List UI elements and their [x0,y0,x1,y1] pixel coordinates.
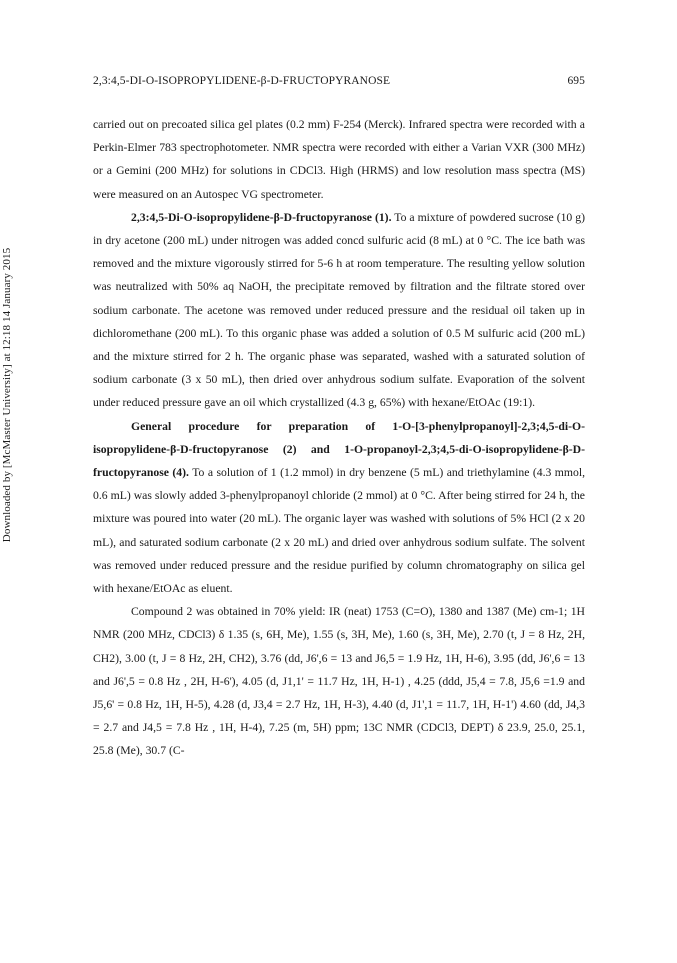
compound-1-procedure: To a mixture of powdered sucrose (10 g) in dry acetone (200 mL) under nitrogen was added concd sulfuric acid (8 mL) at 0 °C. The ice bath was removed and the mixture vigorously stirred for 5-6 h at room temperature. The resulting yellow solution was neutralized with 50% aq NaOH, the precipitate removed by filtration and the filtrate stored over sodium carbonate. The acetone was removed under reduced pressure and the residual oil taken up in dichloromethane (200 mL). To this organic phase was added a solution of 0.5 M sulfuric acid (200 mL) and the mixture stirred for 2 h. The organic phase was separated, washed with a saturated solution of sodium carbonate (3 x 50 mL), then dried over anhydrous sodium sulfate. Evaporation of the solvent under reduced pressure gave an oil which crystallized (4.3 g, 65%) with hexane/EtOAc (19:1). [93,210,585,410]
body-text [93,113,585,763]
paragraph-compound-2-data: Compound 2 was obtained in 70% yield: IR (neat) 1753 (C=O), 1380 and 1387 (Me) cm-1; 1H NMR (200 MHz, CDCl3) δ 1.35 (s, 6H, Me), 1.55 (s, 3H, Me), 1.60 (s, 3H, Me), 2.70 (t, J = 8 Hz, 2H, CH2), 3.00 (t, J = 8 Hz, 2H, CH2), 3.76 (dd, J6',6 = 13 and J6,5 = 1.9 Hz, 1H, H-6), 3.95 (dd, J6',6 = 13 and J6',5 = 0.8 Hz , 2H, H-6'), 4.05 (d, J1,1' = 11.7 Hz, 1H, H-1) , 4.25 (ddd, J5,4 = 7.8, J5,6 =1.9 and J5,6' = 0.8 Hz, 1H, H-5), 4.28 (d, J3,4 = 2.7 Hz, 1H, H-3), 4.40 (d, J1',1 = 11.7, 1H, H-1') 4.60 (dd, J4,3 = 2.7 and J4,5 = 7.8 Hz , 1H, H-4), 7.25 (m, 5H) ppm; 13C NMR (CDCl3, DEPT) δ 23.9, 25.0, 25.1, 25.8 (Me), 30.7 (C- [93,605,585,758]
download-watermark-text: Downloaded by [McMaster University] at 12:18 14 January 2015 [1,247,13,543]
running-head-title: 2,3:4,5-DI-O-ISOPROPYLIDENE-β-D-FRUCTOPYRANOSE [93,75,391,87]
running-head [93,75,585,87]
compound-1-heading: 2,3:4,5-Di-O-isopropylidene-β-D-fructopyranose (1). [131,210,392,224]
general-procedure-heading: General procedure for preparation of 1-O-[3-phenylpropanoyl]-2,3;4,5-di-O-isopropylidene-β-D-fructopyranose (2) and 1-O-propanoyl-2,3;4,5-di-O-isopropylidene-β-D-fructopyranose (4). [93,419,585,480]
paragraph-instrumentation: carried out on precoated silica gel plates (0.2 mm) F-254 (Merck). Infrared spectra were recorded with a Perkin-Elmer 783 spectrophotometer. NMR spectra were recorded with either a Varian VXR (300 MHz) or a Gemini (200 MHz) for solutions in CDCl3. High (HRMS) and low resolution mass spectra (MS) were measured on an Autospec VG spectrometer. [93,118,585,201]
download-watermark [1,160,13,630]
paragraph-compound-1 [93,206,585,415]
general-procedure-text: To a solution of 1 (1.2 mmol) in dry benzene (5 mL) and triethylamine (4.3 mmol, 0.6 mL) was slowly added 3-phenylpropanoyl chloride (2 mmol) at 0 °C. After being stirred for 24 h, the mixture was poured into water (20 mL). The organic layer was washed with solutions of 5% HCl (2 x 20 mL), and saturated sodium carbonate (2 x 20 mL) and dried over anhydrous sodium sulfate. The solvent was removed under reduced pressure and the residue purified by column chromatography on silica gel with hexane/EtOAc as eluent. [93,466,585,596]
paragraph-general-procedure [93,415,585,601]
page-number: 695 [567,75,585,87]
